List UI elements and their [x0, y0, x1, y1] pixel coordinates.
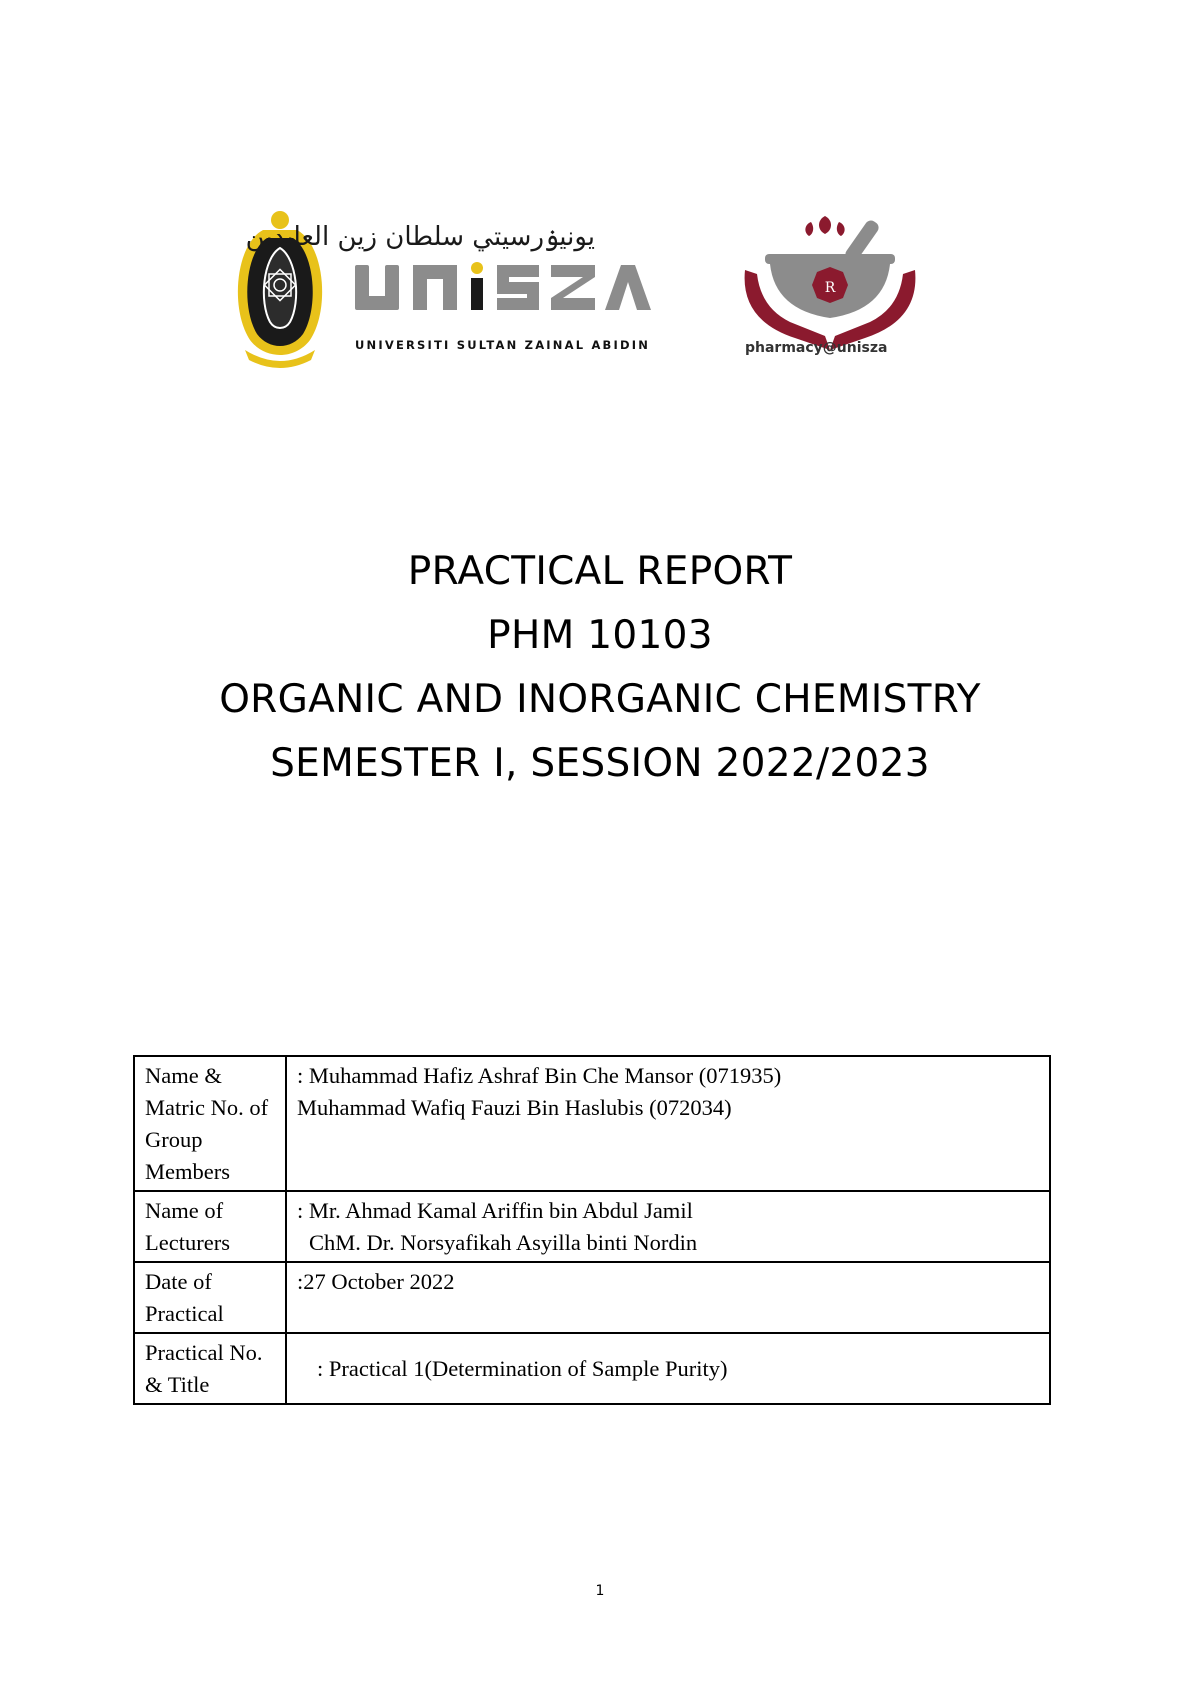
table-row: [134, 1333, 1050, 1404]
date-label: Date of Practical: [134, 1262, 286, 1333]
report-title-block: [0, 540, 1200, 796]
university-name: UNIVERSITI SULTAN ZAINAL ABIDIN: [355, 338, 651, 352]
report-title: PRACTICAL REPORT: [407, 549, 793, 594]
table-row: [134, 1262, 1050, 1333]
svg-text:R: R: [824, 280, 836, 296]
member-line: Muhammad Wafiq Fauzi Bin Haslubis (072034): [297, 1095, 732, 1120]
lecturer-line: ChM. Dr. Norsyafikah Asyilla binti Nordin: [309, 1230, 698, 1255]
lecturer-line: : Mr. Ahmad Kamal Ariffin bin Abdul Jamil: [297, 1198, 693, 1223]
pharmacy-caption: pharmacy@unisza: [745, 340, 888, 356]
page-number: 1: [595, 1583, 605, 1599]
lecturers-label: Name of Lecturers: [134, 1191, 286, 1262]
members-value: [286, 1056, 1050, 1191]
date-value: :27 October 2022: [286, 1262, 1050, 1333]
practical-value: : Practical 1(Determination of Sample Purity): [286, 1333, 1050, 1404]
members-label: Name & Matric No. of Group Members: [134, 1056, 286, 1191]
member-line: : Muhammad Hafiz Ashraf Bin Che Mansor (071935): [297, 1063, 782, 1088]
course-code: PHM 10103: [487, 613, 713, 658]
course-name: ORGANIC AND INORGANIC CHEMISTRY: [219, 677, 981, 722]
practical-label: Practical No. & Title: [134, 1333, 286, 1404]
unisza-wordmark-icon: [355, 262, 651, 310]
mortar-pestle-icon: [745, 216, 916, 350]
svg-text:يونيۏرسيتي سلطان زين العابدين: يونيۏرسيتي سلطان زين العابدين: [245, 222, 595, 252]
lecturers-value: [286, 1191, 1050, 1262]
table-row: [134, 1191, 1050, 1262]
logo-bar: [225, 200, 945, 375]
semester-session: SEMESTER I, SESSION 2022/2023: [270, 741, 930, 786]
table-row: [134, 1056, 1050, 1191]
info-table: [133, 1055, 1051, 1405]
